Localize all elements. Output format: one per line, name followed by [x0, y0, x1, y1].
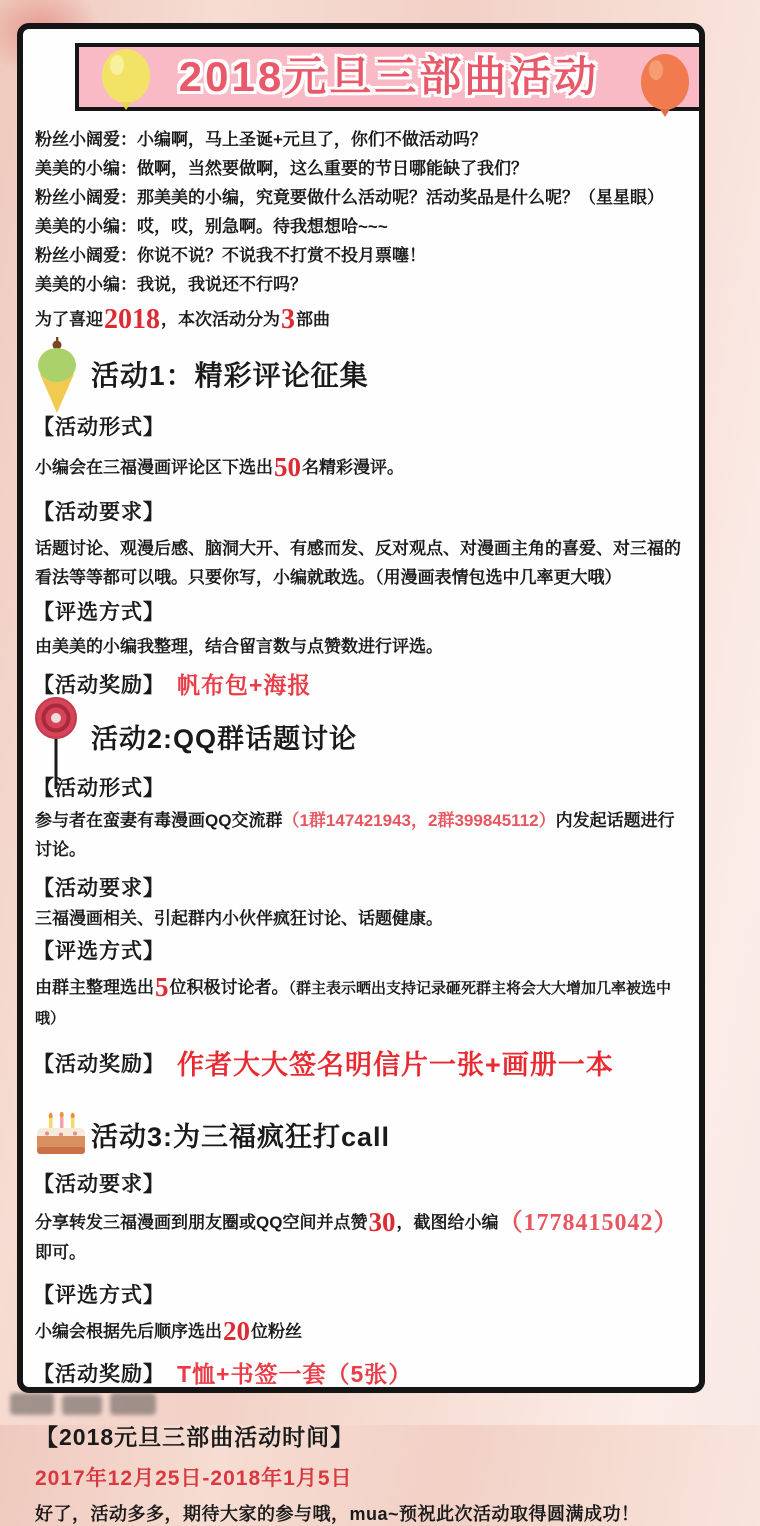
activity3-reward-label: 【活动奖励】 [33, 1362, 165, 1386]
dialogue-line: 粉丝小阔爱：那美美的小编，究竟要做什么活动呢？活动奖品是什么呢？（星星眼） [35, 188, 664, 207]
event-date-range: 2017年12月25日-2018年1月5日 [35, 1467, 353, 1490]
activity2-select-note: （群主表示晒出支持记录砸死群主将会大大增加几率被选中哦） [35, 980, 672, 1027]
dialogue-line: 美美的小编：哎，哎，别急啊。待我想想哈~~~ [35, 217, 388, 236]
dialogue-block [35, 125, 689, 299]
intro-line [35, 305, 689, 335]
activity2-form-heading: 【活动形式】 [33, 777, 165, 800]
activity2-winner-count: 5 [155, 972, 169, 1002]
activity2-reward-row [33, 1043, 689, 1082]
activity1-select-text: 由美美的小编我整理，结合留言数与点赞数进行评选。 [35, 637, 443, 656]
dialogue-line: 美美的小编：我说，我说还不行吗？ [35, 275, 307, 294]
activity3-reward-row [33, 1356, 689, 1389]
activity3-title: 活动3:为三福疯狂打call [91, 1121, 391, 1152]
activity1-title: 活动1：精彩评论征集 [91, 360, 369, 391]
activity1-title-row [33, 343, 689, 405]
activity1-form-text: 名精彩漫评。 [302, 458, 404, 477]
activity3-require-line [35, 1208, 689, 1267]
activity2-reward-label: 【活动奖励】 [33, 1052, 165, 1076]
activity3-winner-count: 20 [223, 1316, 250, 1346]
closing-line: 好了，活动多多，期待大家的参与哦，mua~预祝此次活动取得圆满成功！ [35, 1504, 640, 1524]
poster-panel [17, 23, 705, 1524]
activity2-form-text: 参与者在蛮妻有毒漫画QQ交流群 [35, 811, 283, 830]
activity3-require-text: 分享转发三福漫画到朋友圈或QQ空间并点赞 [35, 1213, 368, 1232]
dialogue-line: 粉丝小阔爱：你说不说？不说我不打赏不投月票噻！ [35, 246, 426, 265]
activity1-form-heading: 【活动形式】 [33, 416, 165, 439]
activity3-require-text: ，截图给小编 [396, 1213, 499, 1232]
dialogue-line: 美美的小编：做啊，当然要做啊，这么重要的节日哪能缺了我们？ [35, 159, 528, 178]
birthday-cake-icon [33, 1110, 83, 1158]
activity2-select-text: 位积极讨论者。 [169, 978, 289, 997]
activity1-require-heading: 【活动要求】 [33, 501, 165, 524]
activity1-require-text: 话题讨论、观漫后感、脑洞大开、有感而发、反对观点、对漫画主角的喜爱、对三福的看法等等都可以哦。只要你写，小编就敢选。（用漫画表情包选中几率更大哦） [35, 539, 681, 587]
activity3-select-text: 小编会根据先后顺序选出 [35, 1322, 222, 1341]
activity3-reward: T恤+书签一套（5张） [177, 1361, 413, 1387]
intro-year: 2018 [104, 304, 160, 335]
activity1-reward-row [33, 667, 689, 700]
activity2-select-heading: 【评选方式】 [33, 940, 165, 963]
intro-text: 为了喜迎 [35, 310, 103, 329]
title-banner [75, 43, 703, 111]
orange-balloon-icon [637, 53, 693, 124]
activity1-select-heading: 【评选方式】 [33, 601, 165, 624]
dialogue-line: 粉丝小阔爱：小编啊，马上圣诞+元旦了，你们不做活动吗？ [35, 130, 487, 149]
activity3-select-line [35, 1317, 689, 1346]
activity3-editor-qq: （1778415042） [498, 1210, 679, 1236]
intro-text: 部曲 [296, 310, 330, 329]
intro-text: ，本次活动分为 [161, 310, 280, 329]
activity1-form-text: 小编会在三福漫画评论区下选出 [35, 458, 273, 477]
activity2-require-text: 三福漫画相关、引起群内小伙伴疯狂讨论、话题健康。 [35, 909, 443, 928]
watermark [4, 1389, 194, 1419]
yellow-balloon-icon [99, 48, 155, 117]
event-time-heading: 【2018元旦三部曲活动时间】 [35, 1424, 355, 1450]
ice-cream-icon [33, 343, 83, 405]
poster-title: 2018元旦三部曲活动 [178, 53, 600, 100]
activity2-title-row [33, 706, 689, 766]
activity3-title-row [33, 1110, 689, 1158]
activity1-reward-label: 【活动奖励】 [33, 673, 165, 697]
activity3-select-heading: 【评选方式】 [33, 1284, 165, 1307]
activity2-form-text: 内发起话题进行讨论。 [35, 811, 675, 859]
activity2-title: 活动2:QQ群话题讨论 [91, 723, 358, 754]
activity2-form-line [35, 806, 689, 864]
activity3-require-text: 即可。 [35, 1243, 86, 1262]
activity2-select-line [35, 973, 689, 1033]
intro-count: 3 [281, 304, 295, 335]
activity2-select-text: 由群主整理选出 [35, 978, 154, 997]
activity1-winner-count: 50 [274, 452, 301, 482]
lollipop-icon [33, 706, 83, 766]
activity2-reward: 作者大大签名明信片一张+画册一本 [177, 1050, 614, 1080]
activity1-reward: 帆布包+海报 [177, 672, 312, 698]
activity3-select-text: 位粉丝 [251, 1322, 302, 1341]
activity2-qq-groups: （1群147421943，2群399845112） [282, 811, 556, 830]
activity3-require-heading: 【活动要求】 [33, 1173, 165, 1196]
activity2-require-heading: 【活动要求】 [33, 877, 165, 900]
activity1-form-line [35, 453, 689, 482]
activity3-like-count: 30 [368, 1207, 396, 1237]
